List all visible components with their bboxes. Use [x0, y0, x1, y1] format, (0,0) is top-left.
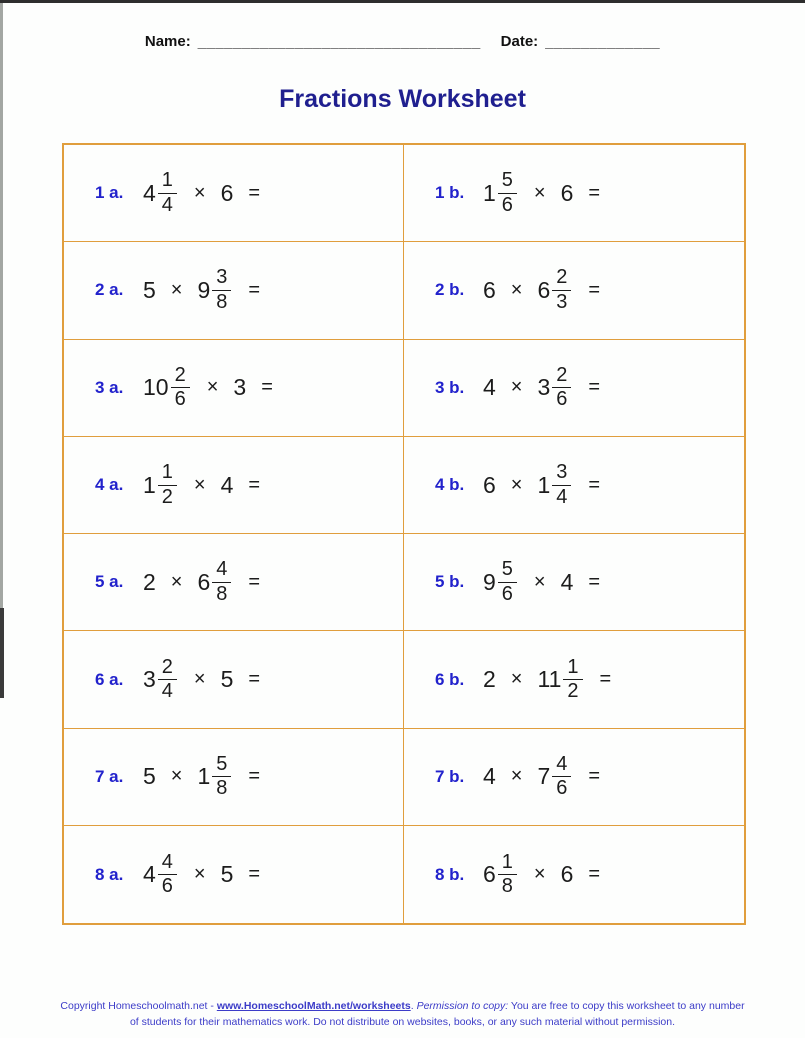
numerator: 5: [212, 753, 231, 778]
denominator: 4: [556, 485, 568, 508]
fraction: [158, 851, 177, 899]
problem-label: 6 a.: [95, 669, 124, 689]
times-sign: ×: [510, 473, 523, 496]
problem-cell: [404, 631, 744, 728]
problem-cell: [64, 631, 404, 728]
fraction: [212, 558, 231, 606]
name-blank-line[interactable]: ________________________________: [197, 33, 481, 50]
times-sign: ×: [533, 863, 546, 886]
problem-cell: [64, 729, 404, 826]
problem-expression: [483, 558, 615, 606]
fraction: [552, 461, 571, 509]
problem-label: 1 a.: [95, 183, 124, 203]
equals-sign: =: [248, 473, 261, 496]
equals-sign: =: [588, 181, 601, 204]
numerator: 2: [552, 266, 571, 291]
problem-label: 7 a.: [95, 766, 124, 786]
equals-sign: =: [599, 668, 612, 691]
denominator: 6: [556, 388, 568, 411]
problem-cell: [64, 826, 404, 923]
problem-expression: [483, 753, 615, 801]
denominator: 8: [501, 875, 513, 898]
numerator: 1: [158, 169, 177, 194]
problem-expression: [143, 169, 275, 217]
numerator: 3: [552, 461, 571, 486]
problem-expression: [143, 558, 275, 606]
number: 4: [143, 861, 156, 888]
denominator: 8: [216, 582, 228, 605]
problem-expression: [483, 656, 626, 704]
problem-expression: [483, 364, 615, 412]
problem-cell: [404, 729, 744, 826]
problem-label: 8 a.: [95, 864, 124, 884]
denominator: 6: [501, 193, 513, 216]
number: 6: [197, 568, 211, 595]
equals-sign: =: [588, 278, 601, 301]
problem-cell: [404, 242, 744, 339]
number: 4: [143, 179, 156, 206]
equals-sign: =: [248, 570, 261, 593]
problem-label: 2 a.: [95, 280, 124, 300]
numerator: 1: [498, 851, 517, 876]
fraction: [498, 851, 517, 899]
problem-label: 1 b.: [435, 183, 465, 203]
fraction: [212, 753, 231, 801]
numerator: 3: [212, 266, 231, 291]
number: 11: [537, 666, 562, 693]
denominator: 8: [216, 290, 228, 313]
times-sign: ×: [193, 181, 206, 204]
equals-sign: =: [261, 376, 273, 399]
number: 6: [483, 861, 496, 888]
problem-cell: [64, 437, 404, 534]
times-sign: ×: [510, 278, 523, 301]
problem-label: 5 a.: [95, 572, 124, 592]
number: 6: [560, 179, 574, 206]
problem-label: 3 a.: [95, 377, 124, 397]
times-sign: ×: [510, 668, 523, 691]
number: 1: [143, 471, 156, 498]
numerator: 2: [158, 656, 177, 681]
header: [0, 33, 805, 50]
numerator: 2: [552, 364, 571, 389]
fraction: [498, 558, 517, 606]
fraction: [158, 169, 177, 217]
equals-sign: =: [588, 765, 601, 788]
times-sign: ×: [510, 376, 523, 399]
numerator: 4: [552, 753, 571, 778]
page-edge-left-dark: [0, 608, 4, 698]
times-sign: ×: [170, 278, 183, 301]
problem-cell: [64, 534, 404, 631]
footer: [55, 999, 750, 1031]
denominator: 4: [161, 193, 173, 216]
problem-cell: [404, 826, 744, 923]
equals-sign: =: [588, 376, 601, 399]
footer-separator: .: [410, 1000, 417, 1012]
number: 9: [197, 276, 211, 303]
problem-cell: [404, 437, 744, 534]
equals-sign: =: [248, 278, 261, 301]
problems-grid: [62, 143, 746, 925]
number: 3: [143, 666, 156, 693]
problem-label: 3 b.: [435, 377, 465, 397]
denominator: 4: [161, 680, 173, 703]
number: 1: [197, 763, 211, 790]
number: 5: [220, 861, 234, 888]
denominator: 3: [556, 290, 568, 313]
problem-expression: [143, 364, 288, 412]
fraction: [158, 656, 177, 704]
problem-expression: [483, 851, 615, 899]
problem-expression: [143, 656, 275, 704]
problem-cell: [64, 340, 404, 437]
fraction: [171, 364, 190, 412]
fraction: [563, 656, 582, 704]
times-sign: ×: [533, 570, 546, 593]
number: 2: [483, 666, 496, 693]
times-sign: ×: [193, 863, 206, 886]
number: 4: [483, 763, 496, 790]
numerator: 4: [212, 558, 231, 583]
denominator: 6: [161, 875, 173, 898]
number: 6: [560, 861, 574, 888]
fraction: [212, 266, 231, 314]
problem-expression: [143, 461, 275, 509]
problem-label: 4 a.: [95, 475, 124, 495]
number: 7: [537, 763, 551, 790]
times-sign: ×: [193, 668, 206, 691]
fraction: [552, 364, 571, 412]
denominator: 2: [161, 485, 173, 508]
fraction: [552, 753, 571, 801]
times-sign: ×: [533, 181, 546, 204]
number: 10: [143, 374, 169, 401]
number: 9: [483, 568, 496, 595]
number: 6: [483, 276, 496, 303]
number: 6: [220, 179, 234, 206]
problem-label: 5 b.: [435, 572, 465, 592]
numerator: 1: [158, 461, 177, 486]
fraction: [498, 169, 517, 217]
problem-cell: [64, 145, 404, 242]
problem-cell: [404, 145, 744, 242]
equals-sign: =: [588, 473, 601, 496]
number: 5: [220, 666, 234, 693]
copyright-text: Copyright Homeschoolmath.net -: [60, 1000, 217, 1012]
times-sign: ×: [170, 570, 183, 593]
numerator: 5: [498, 169, 517, 194]
denominator: 2: [567, 680, 579, 703]
number: 5: [143, 276, 156, 303]
number: 4: [560, 568, 574, 595]
times-sign: ×: [170, 765, 183, 788]
page-edge-top: [0, 0, 805, 3]
worksheets-link[interactable]: www.HomeschoolMath.net/worksheets: [216, 1000, 411, 1012]
problem-label: 7 b.: [435, 766, 465, 786]
equals-sign: =: [248, 863, 261, 886]
number: 4: [483, 374, 496, 401]
fraction: [552, 266, 571, 314]
number: 3: [233, 374, 247, 401]
problem-expression: [483, 266, 615, 314]
equals-sign: =: [248, 181, 261, 204]
problem-expression: [143, 851, 275, 899]
equals-sign: =: [248, 765, 261, 788]
problem-expression: [143, 266, 275, 314]
problem-label: 4 b.: [435, 475, 465, 495]
permission-label: Permission to copy:: [416, 1000, 509, 1012]
denominator: 6: [501, 582, 513, 605]
number: 1: [483, 179, 496, 206]
numerator: 1: [563, 656, 582, 681]
times-sign: ×: [206, 376, 219, 399]
number: 6: [537, 276, 551, 303]
permission-text: You are free to copy this worksheet to any number of students for their mathematics work. Do not distribute on websites, books, or any such material without permission.: [129, 1000, 745, 1028]
problem-label: 2 b.: [435, 280, 465, 300]
date-label: Date:: [500, 33, 539, 50]
problem-cell: [404, 340, 744, 437]
number: 3: [537, 374, 551, 401]
number: 1: [537, 471, 551, 498]
problem-expression: [143, 753, 275, 801]
problem-label: 6 b.: [435, 669, 465, 689]
equals-sign: =: [588, 570, 601, 593]
numerator: 2: [171, 364, 190, 389]
problem-cell: [64, 242, 404, 339]
numerator: 5: [498, 558, 517, 583]
page-title: Fractions Worksheet: [279, 85, 526, 113]
problem-label: 8 b.: [435, 864, 465, 884]
denominator: 6: [174, 388, 186, 411]
date-blank-line[interactable]: _____________: [545, 33, 661, 50]
problem-expression: [483, 461, 615, 509]
problem-expression: [483, 169, 615, 217]
number: 6: [483, 471, 496, 498]
times-sign: ×: [193, 473, 206, 496]
problem-cell: [404, 534, 744, 631]
equals-sign: =: [588, 863, 601, 886]
number: 2: [143, 568, 156, 595]
denominator: 6: [556, 777, 568, 800]
equals-sign: =: [248, 668, 261, 691]
number: 4: [220, 471, 234, 498]
name-label: Name:: [144, 33, 191, 50]
fraction: [158, 461, 177, 509]
denominator: 8: [216, 777, 228, 800]
number: 5: [143, 763, 156, 790]
times-sign: ×: [510, 765, 523, 788]
numerator: 4: [158, 851, 177, 876]
